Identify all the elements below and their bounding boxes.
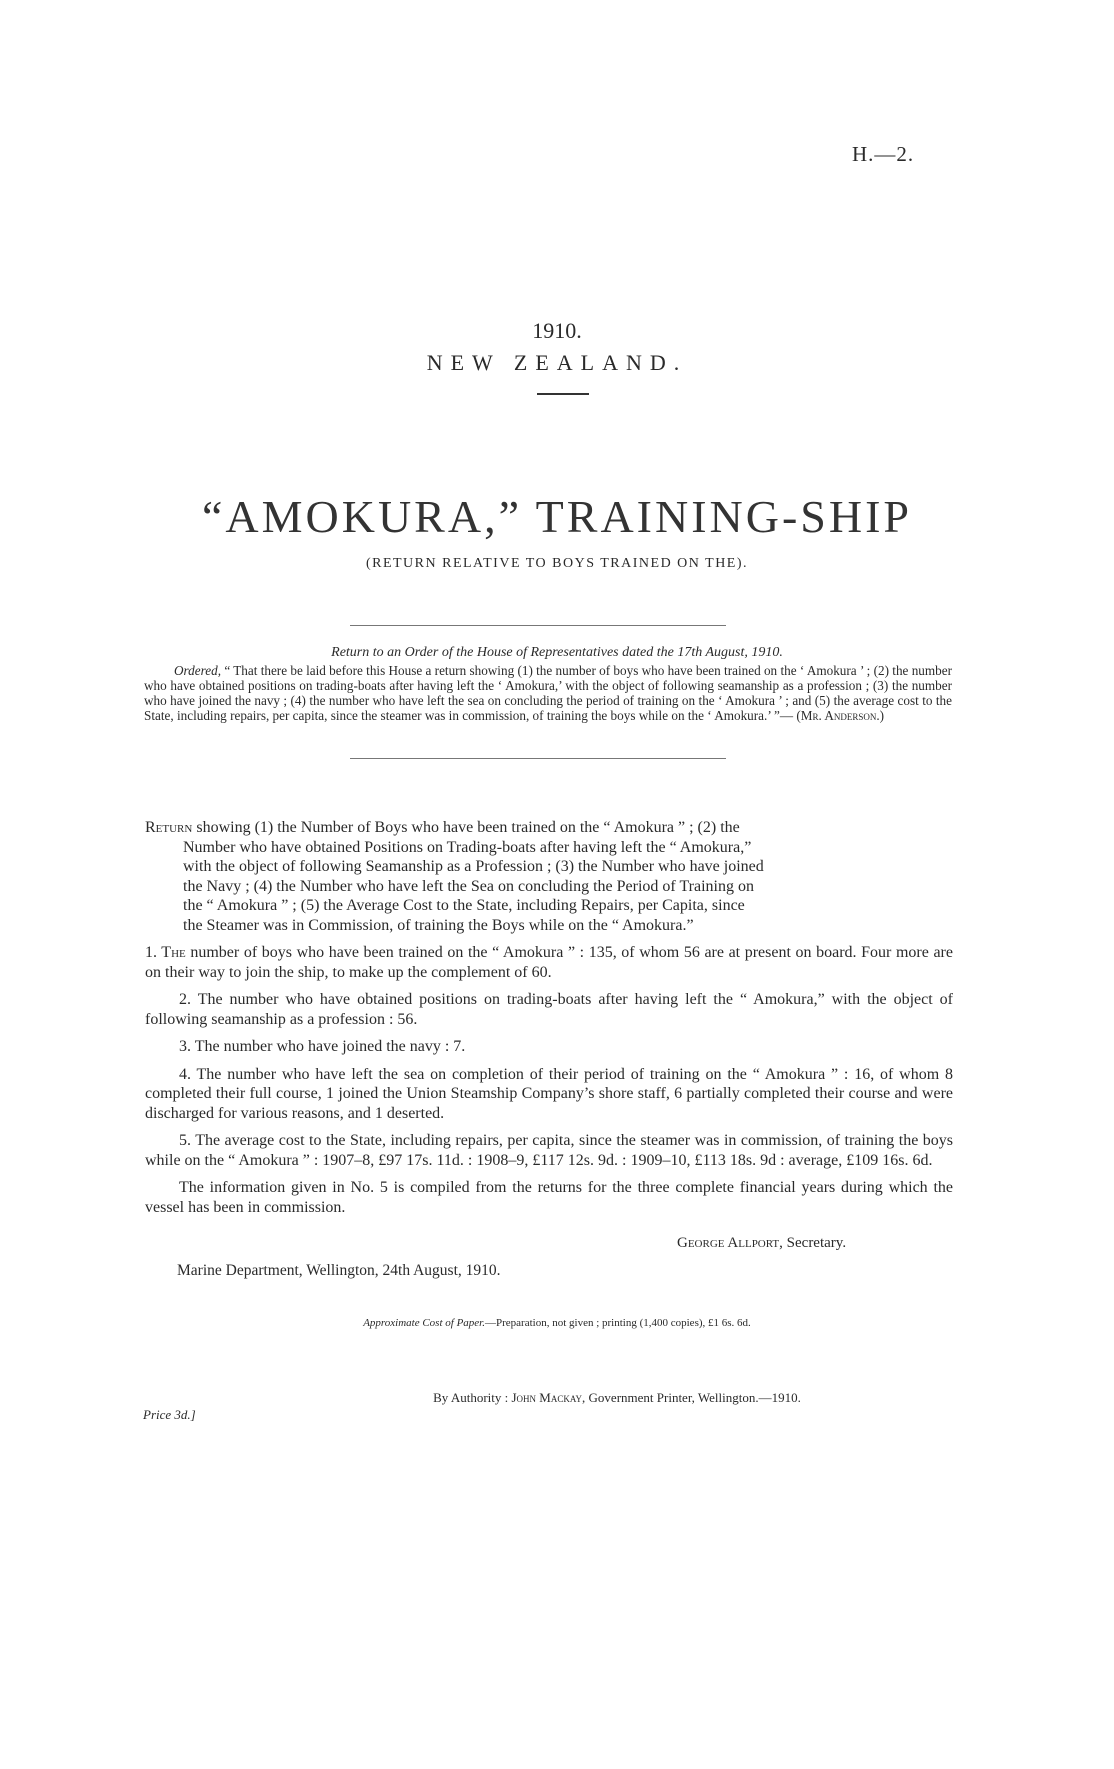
list-item: 4. The number who have left the sea on completion of their period of training on the “ Amokura ” : 16, of whom 8 completed their full course, 1 joined the Union Steamship Company’s shore staff, 6 partially completed their course and were discharged for various reasons, and 1 deserted. (145, 1065, 953, 1122)
list-item: 2. The number who have obtained positions on trading-boats after having left the “ Amokura,” with the object of following seamanship as a profession : 56. (145, 991, 953, 1028)
return-line-2: Number who have obtained Positions on Trading-boats after having left the “ Amokura,” (183, 838, 752, 856)
ordered-label: Ordered, (174, 663, 221, 678)
return-items (145, 943, 953, 1217)
printer-imprint: By Authority : John Mackay, Government Printer, Wellington.—1910. (433, 1390, 801, 1405)
dateline: Marine Department, Wellington, 24th August, 1910. (177, 1262, 501, 1279)
page-reference: H.—2. (852, 142, 915, 166)
signatory-name: George Allport (677, 1235, 780, 1251)
information-note: The information given in No. 5 is compiled from the returns for the three complete financial years during which the vessel has been in commission. (145, 1179, 953, 1216)
cost-text: —Preparation, not given ; printing (1,400 copies), £1 6s. 6d. (485, 1317, 751, 1329)
return-heading (145, 818, 953, 935)
return-line-3: with the object of following Seamanship as a Profession ; (3) the Number who have joined (183, 858, 764, 875)
list-item: 3. The number who have joined the navy : 7. (179, 1038, 466, 1055)
return-line-5: the “ Amokura ” ; (5) the Average Cost to the State, including Repairs, per Capita, since (183, 897, 745, 914)
return-line-4: the Navy ; (4) the Number who have left the Sea on concluding the Period of Training on (183, 877, 754, 895)
order-top-divider (350, 625, 726, 626)
country-heading: NEW ZEALAND. (426, 350, 688, 375)
return-line-6: the Steamer was in Commission, of training the Boys while on the “ Amokura.” (183, 916, 694, 934)
return-line-1: showing (1) the Number of Boys who have been trained on the “ Amokura ” ; (2) the (196, 819, 740, 836)
document-title: “AMOKURA,” TRAINING-SHIP (201, 491, 912, 542)
signature (677, 1235, 846, 1252)
cost-label: Approximate Cost of Paper. (363, 1317, 485, 1329)
price: Price 3d.] (143, 1407, 196, 1422)
order-text (144, 663, 952, 723)
order-mover: (Mr. Anderson.) (796, 708, 885, 723)
heading-divider (537, 393, 589, 395)
document-subtitle: (RETURN RELATIVE TO BOYS TRAINED ON THE). (365, 556, 749, 571)
list-item: 5. The average cost to the State, including repairs, per capita, since the steamer was in commission, of training the boys while on the “ Amokura ” : 1907–8, £97 17s. 11d. : 1908–9, £117 12s. 9d. : 1909–10, £113 18s. 9d : average, £109 16s. 6d. (145, 1132, 953, 1169)
return-lead: Return (145, 819, 193, 836)
list-item: 1. The number of boys who have been trained on the “ Amokura ” : 135, of whom 56 are at present on board. Four more are on their way to join the ship, to make up the complement of 60. (145, 944, 953, 981)
order-body: “ That there be laid before this House a return showing (1) the number of boys who have been trained on the ‘ Amokura ’ ; (2) the number who have obtained positions on trading-boats after having left the ‘ Amokura,’ with the object of following seamanship as a profession ; (3) the number who have joined the navy ; (4) the number who have left the sea on concluding the period of training on the ‘ Amokura ’ ; and (5) the average cost to the State, including repairs, per capita, since the steamer was in commission, of training the boys while on the ‘ Amokura.’ ”— (144, 663, 952, 723)
paper-cost-note (0, 1317, 1114, 1329)
printer-name: John Mackay (511, 1390, 583, 1405)
order-bottom-divider (350, 758, 726, 759)
signatory-role: , Secretary. (779, 1235, 847, 1251)
document-year: 1910. (532, 318, 582, 343)
order-title: Return to an Order of the House of Representatives dated the 17th August, 1910. (331, 645, 783, 660)
